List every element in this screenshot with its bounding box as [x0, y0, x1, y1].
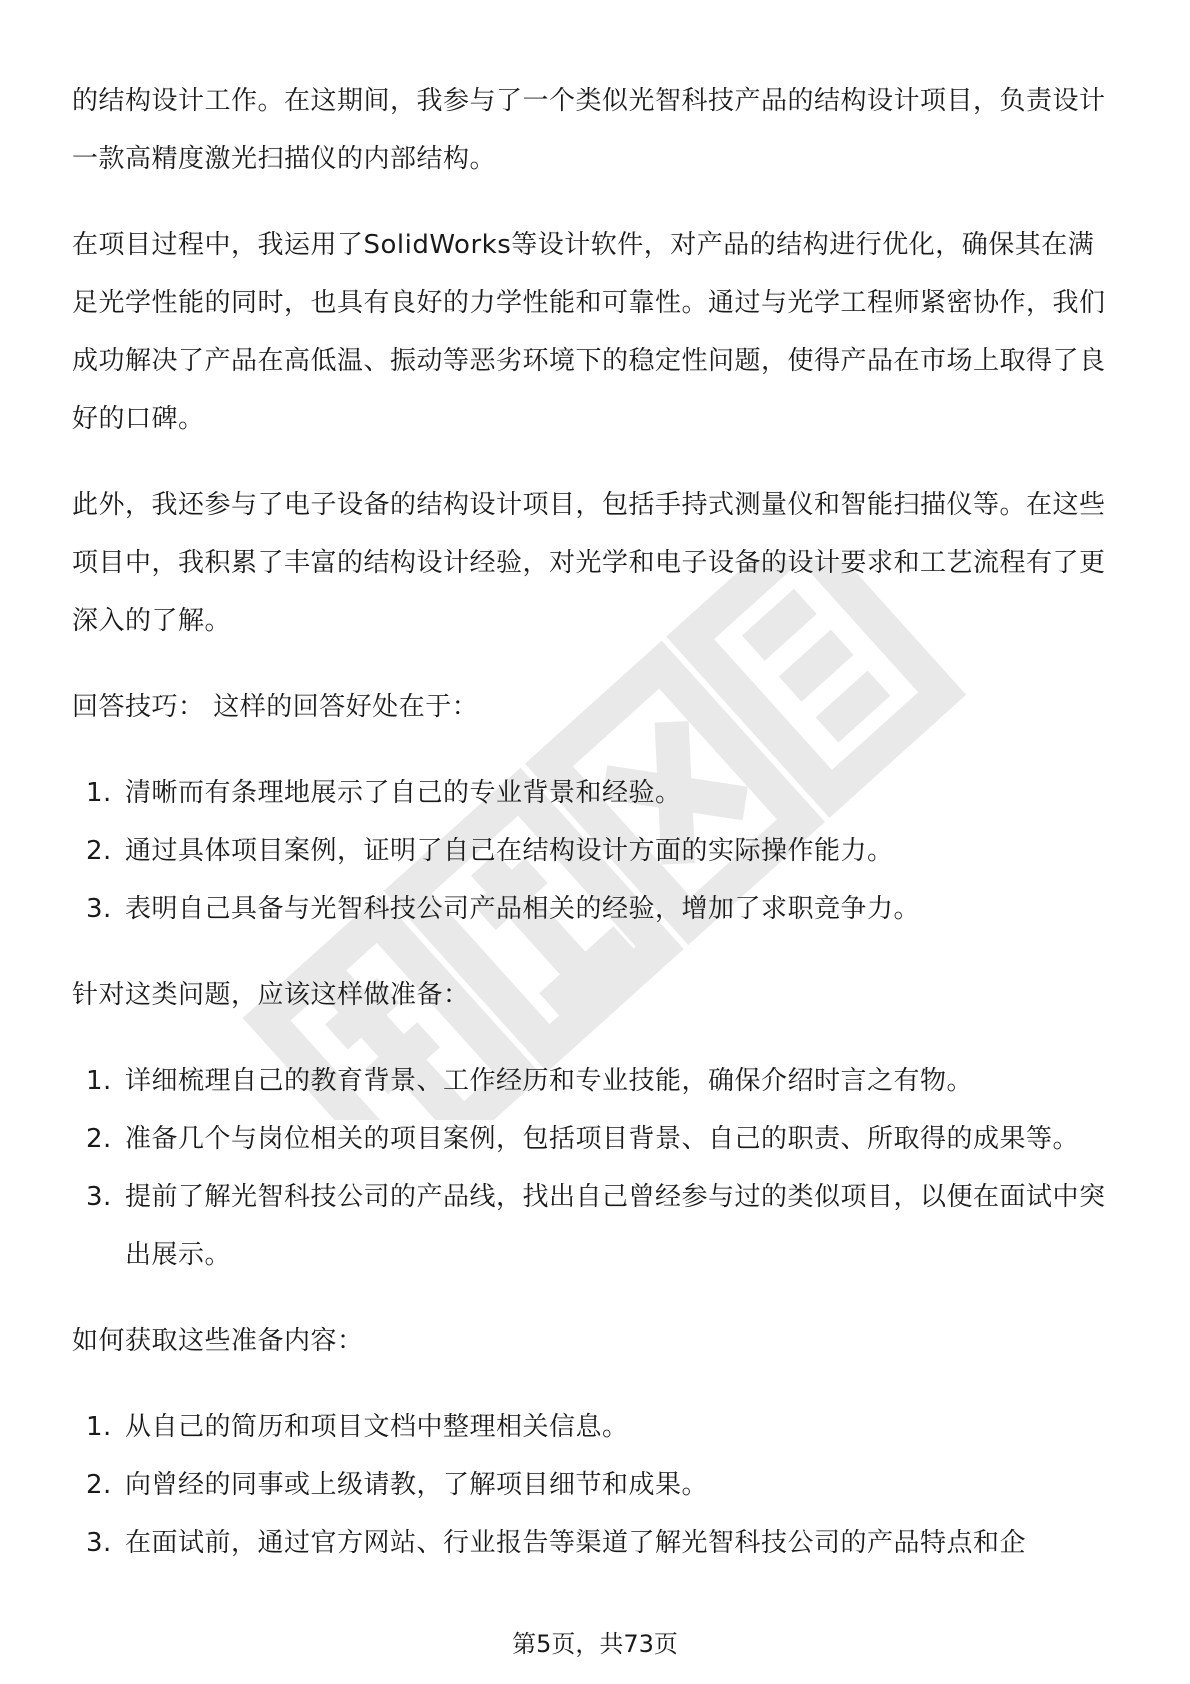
list-item-text: 清晰而有条理地展示了自己的专业背景和经验。	[125, 778, 682, 808]
list-item	[72, 1456, 1117, 1514]
heading-source: 如何获取这些准备内容：	[72, 1326, 364, 1356]
list-item-text: 准备几个与岗位相关的项目案例，包括项目背景、自己的职责、所取得的成果等。	[125, 1124, 1080, 1154]
heading-answer-tips: 回答技巧： 这样的回答好处在于：	[72, 692, 479, 722]
list-item	[72, 880, 1117, 938]
list-item	[72, 764, 1117, 822]
list-number: 3.	[86, 1528, 112, 1558]
paragraph-intro-continued: 的结构设计工作。在这期间，我参与了一个类似光智科技产品的结构设计项目，负责设计一款高精度激光扫描仪的内部结构。	[72, 86, 1106, 174]
heading-preparation: 针对这类问题，应该这样做准备：	[72, 980, 470, 1010]
source-list	[72, 1398, 1117, 1572]
preparation-list	[72, 1052, 1117, 1284]
list-item	[72, 1052, 1117, 1110]
list-number: 3.	[86, 1182, 112, 1212]
document-body	[72, 72, 1117, 1600]
list-item-text: 通过具体项目案例，证明了自己在结构设计方面的实际操作能力。	[125, 836, 894, 866]
paragraph-other-projects: 此外，我还参与了电子设备的结构设计项目，包括手持式测量仪和智能扫描仪等。在这些项目中，我积累了丰富的结构设计经验，对光学和电子设备的设计要求和工艺流程有了更深入的了解。	[72, 490, 1106, 636]
tips-list	[72, 764, 1117, 938]
list-number: 1.	[86, 1066, 112, 1096]
list-item	[72, 1168, 1117, 1284]
page-number-footer: 第5页，共73页	[512, 1630, 678, 1658]
list-item-text: 表明自己具备与光智科技公司产品相关的经验，增加了求职竞争力。	[125, 894, 921, 924]
list-number: 3.	[86, 894, 112, 924]
list-item	[72, 822, 1117, 880]
list-item-text: 向曾经的同事或上级请教，了解项目细节和成果。	[125, 1470, 709, 1500]
list-item	[72, 1514, 1117, 1572]
list-number: 2.	[86, 1124, 112, 1154]
list-item-text: 详细梳理自己的教育背景、工作经历和专业技能，确保介绍时言之有物。	[125, 1066, 974, 1096]
list-item-text: 从自己的简历和项目文档中整理相关信息。	[125, 1412, 629, 1442]
list-number: 2.	[86, 1470, 112, 1500]
list-item-text: 在面试前，通过官方网站、行业报告等渠道了解光智科技公司的产品特点和企	[125, 1528, 1027, 1558]
list-item	[72, 1398, 1117, 1456]
list-number: 1.	[86, 1412, 112, 1442]
list-item-text: 提前了解光智科技公司的产品线，找出自己曾经参与过的类似项目，以便在面试中突出展示。	[125, 1182, 1106, 1270]
list-number: 1.	[86, 778, 112, 808]
paragraph-project-process: 在项目过程中，我运用了SolidWorks等设计软件，对产品的结构进行优化，确保其在满足光学性能的同时，也具有良好的力学性能和可靠性。通过与光学工程师紧密协作，我们成功解决了产品在高低温、振动等恶劣环境下的稳定性问题，使得产品在市场上取得了良好的口碑。	[72, 230, 1106, 434]
list-item	[72, 1110, 1117, 1168]
list-number: 2.	[86, 836, 112, 866]
